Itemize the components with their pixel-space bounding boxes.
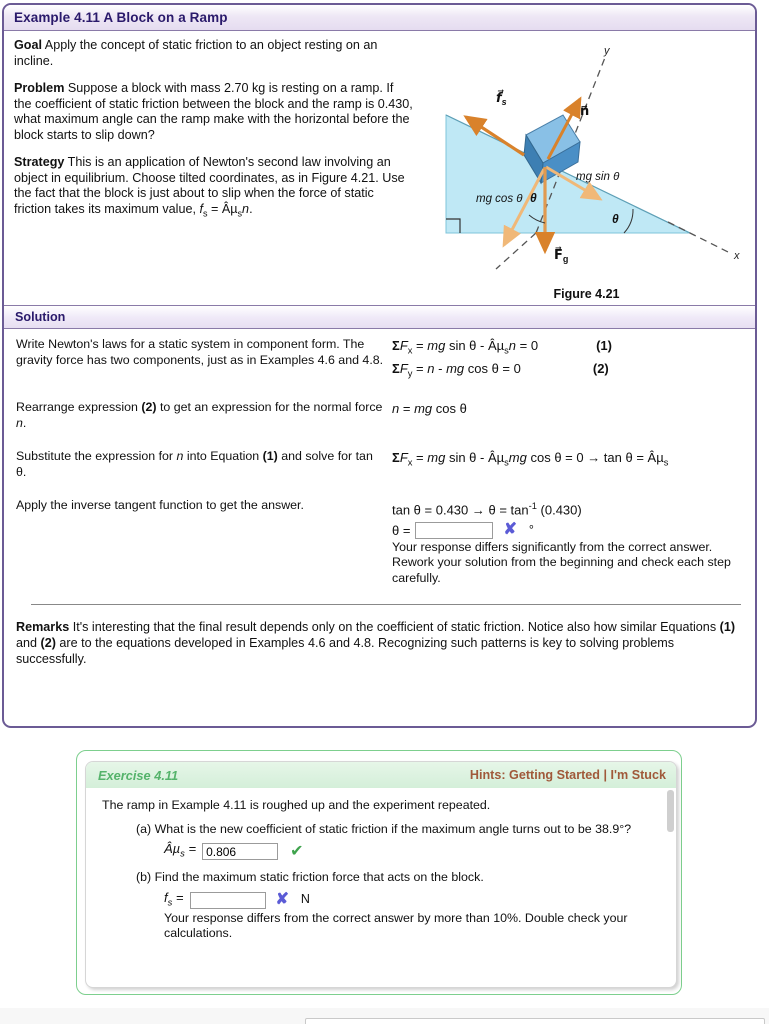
exercise-intro: The ramp in Example 4.11 is roughed up and the experiment repeated. [102, 798, 491, 812]
strategy-paragraph [14, 155, 414, 222]
remarks-text: It's interesting that the final result depends only on the coefficient of static friction. Notice also how similar Equations (1) and (2) are to the equations developed in Examples 4.6 and 4.8. Recognizing such patterns is key to solving problems successfully. [16, 620, 736, 667]
exercise-part-b-prompt: (b) Find the maximum static friction force that acts on the block. [136, 870, 484, 885]
theta-answer-unit: ° [528, 522, 534, 537]
solution-band [4, 305, 755, 329]
exercise-part-b-answer-row [164, 890, 664, 911]
bottom-partial-box [305, 1018, 765, 1024]
equation-2-line: $\Sigma F_y = n$ - mg cos θ = 0 (2) [392, 360, 609, 379]
part-b-feedback: Your response differs from the correct answer by more than 10%. Double check your calculations. [164, 910, 628, 941]
solution-label: Solution [15, 310, 66, 324]
hints-link[interactable]: Hints: Getting Started | I'm Stuck [469, 768, 666, 782]
example-body [4, 31, 755, 667]
solution-row [16, 400, 745, 431]
solution-row [16, 449, 745, 480]
weight-vector-label: $F⃗_g$ [553, 247, 568, 264]
normal-force-equation: n = mg cos θ [392, 401, 467, 417]
intro-text-column [4, 31, 424, 301]
problem-paragraph [14, 81, 414, 143]
equation-2-number: (2) [592, 360, 609, 376]
problem-text: Suppose a block with mass 2.70 kg is resting on a ramp. If the coefficient of static friction between the block and the ramp is 0.430, what maximum angle can the ramp make with the horizontal before the block starts to slip down? [14, 81, 413, 142]
theta-answer-label: θ = [392, 522, 411, 538]
exercise-scrollbar[interactable] [667, 790, 674, 832]
solution-row-math [386, 400, 745, 431]
remarks-section [4, 605, 755, 667]
theta-answer-row [392, 522, 745, 539]
exercise-body [86, 788, 676, 942]
exercise-title: Exercise 4.11 [98, 767, 179, 783]
mg-cos-label: mg cos θ [475, 193, 522, 205]
theta-label-top: θ [529, 191, 537, 205]
axis-y-label: y [603, 45, 609, 57]
strategy-formula: $f_s$ = Âµ$_s$n. [199, 201, 253, 219]
example-panel [2, 3, 757, 728]
strategy-text: This is an application of Newton's second law involving an object in equilibrium. Choose tilted coordinates, as in Figure 4.21. Use the fact that the block is just about to slip when the force of static friction takes its maximum value, [14, 155, 405, 216]
part-a-input[interactable] [202, 843, 278, 860]
part-b-label: $f_s$ = [164, 889, 184, 908]
exercise-panel [85, 761, 677, 988]
solution-row-desc: Substitute the expression for n into Equation (1) and solve for tan θ. [16, 449, 373, 479]
solution-rows [4, 329, 755, 586]
solution-row-desc: Rearrange expression (2) to get an expression for the normal force n. [16, 400, 383, 430]
solution-row [16, 337, 745, 382]
incorrect-mark-icon: ✘ [275, 891, 289, 909]
strategy-label: Strategy [14, 155, 65, 169]
figure-caption: Figure 4.21 [553, 287, 620, 301]
theta-answer-feedback: Your response differs significantly from the correct answer. Rework your solution from the beginning and check each step carefully. [392, 539, 731, 585]
problem-label: Problem [14, 81, 65, 95]
solution-row-math [386, 337, 745, 382]
theta-answer-input[interactable] [415, 522, 493, 539]
ramp-diagram [428, 37, 746, 285]
correct-mark-icon: ✔ [290, 842, 304, 860]
part-b-input[interactable] [190, 892, 266, 909]
remarks-label: Remarks [16, 620, 70, 635]
friction-vector-label: $f⃗_s$ [495, 90, 507, 107]
solution-row-final [16, 498, 745, 586]
axis-x-label: x [733, 250, 739, 262]
example-header [4, 5, 755, 31]
page-title: Example 4.11 A Block on a Ramp [14, 10, 228, 25]
incorrect-mark-icon: ✘ [503, 521, 517, 539]
exercise-part-a-answer-row [164, 841, 664, 862]
equation-1-number: (1) [596, 338, 612, 353]
final-row-math [386, 498, 745, 586]
solution-row-desc: Write Newton's laws for a static system in component form. The gravity force has two components, just as in Examples 4.6 and 4.8. [16, 337, 384, 367]
exercise-part-a-prompt: (a) What is the new coefficient of static friction if the maximum angle turns out to be 38.9°? [136, 821, 632, 836]
mg-sin-label: mg sin θ [575, 171, 619, 183]
part-b-unit: N [300, 892, 310, 907]
goal-text: Apply the concept of static friction to an object resting on an incline. [14, 38, 378, 68]
final-row-desc: Apply the inverse tangent function to get the answer. [16, 498, 304, 513]
solution-row-math [386, 449, 745, 480]
substituted-equation: $\Sigma F_x$ = mg sin θ - Âµ$_s$mg cos θ = 0 → tan θ = Âµ$_s$ [392, 450, 669, 468]
arctan-equation: $\tan \theta = 0.430 \to \theta = \tan^{-1} (0.430)$ [392, 501, 582, 518]
negative-y-axis-dashed [496, 233, 536, 269]
theta-label-base: θ [611, 212, 619, 226]
exercise-outer-frame [76, 750, 682, 995]
intro-wrapper [4, 31, 755, 301]
equation-1-line: $\Sigma F_x$ = mg sin θ - Âµ$_s$n = 0 (1) [392, 338, 612, 356]
part-a-label: Âµ$_s$ = [164, 841, 197, 859]
goal-paragraph [14, 38, 414, 69]
goal-label: Goal [14, 38, 42, 52]
normal-vector-label: n⃗ [579, 103, 589, 118]
exercise-header [86, 762, 676, 788]
figure-block [424, 31, 749, 301]
